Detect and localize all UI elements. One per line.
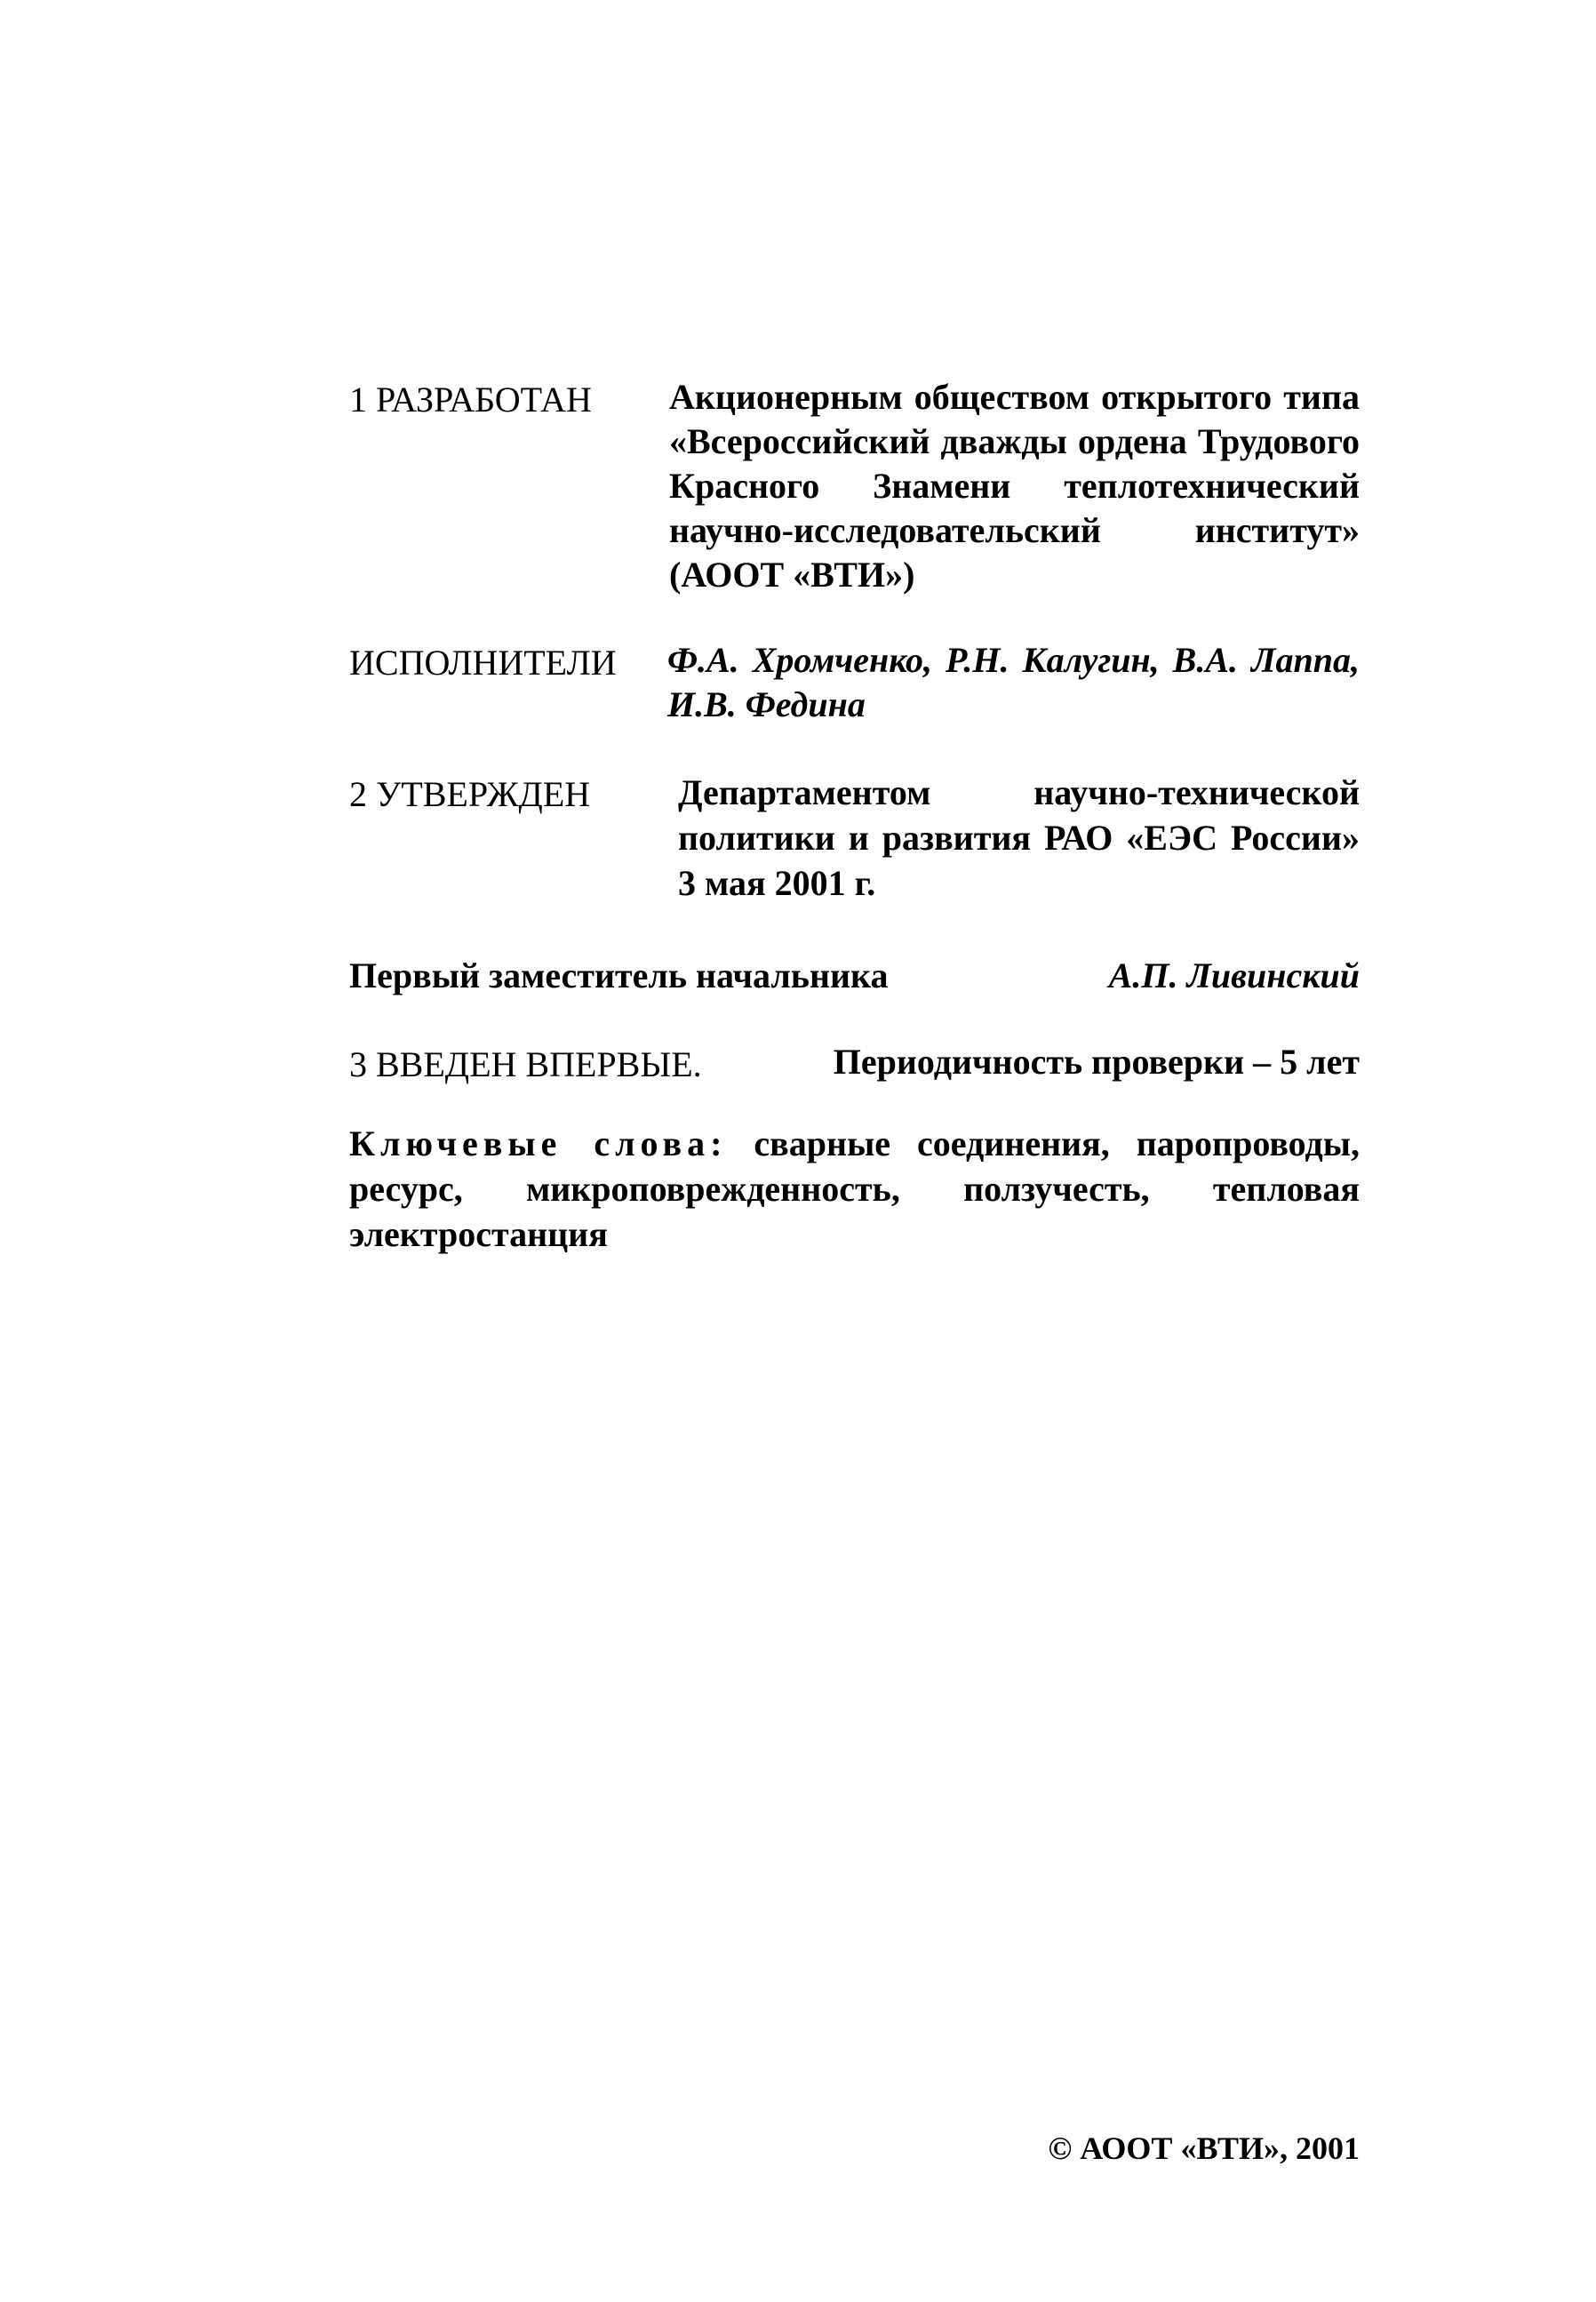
approved-label: 2 УТВЕРЖДЕН [349,774,591,814]
section-deputy [349,954,1360,1003]
section-introduced [349,1040,1360,1090]
approved-text: Департаментом научно-технической политики и развития РАО «ЕЭС России» 3 мая 2001 г. [678,772,1360,903]
deputy-name: А.П. Ливинский [1108,955,1360,995]
keywords-label: Ключевые слова: [349,1123,728,1163]
section-developed [349,375,1360,606]
authors-text: Ф.А. Хромченко, Р.Н. Калугин, В.А. Лаппа, И.В. Федина [667,640,1360,724]
check-period: Периодичность проверки – 5 лет [833,1042,1360,1082]
deputy-position: Первый заместитель начальника [349,955,889,995]
section-keywords [349,1121,1360,1257]
developed-text: Акционерным обществом открытого типа «Всероссийский дважды ордена Трудового Красного Знамени теплотехнический научно-исследовательский институт» (АООТ «ВТИ») [669,377,1360,595]
section-authors [349,638,1360,736]
introduced-label: 3 ВВЕДЕН ВПЕРВЫЕ. [349,1044,702,1084]
section-approved [349,770,1360,912]
developed-label: 1 РАЗРАБОТАН [349,380,592,420]
keywords-text: сварные соединения, паропроводы, ресурс, микроповрежденность, ползучесть, тепловая электростанция [349,1123,1360,1254]
copyright-notice: © АООТ «ВТИ», 2001 [1048,2130,1360,2166]
authors-label: ИСПОЛНИТЕЛИ [349,643,617,683]
